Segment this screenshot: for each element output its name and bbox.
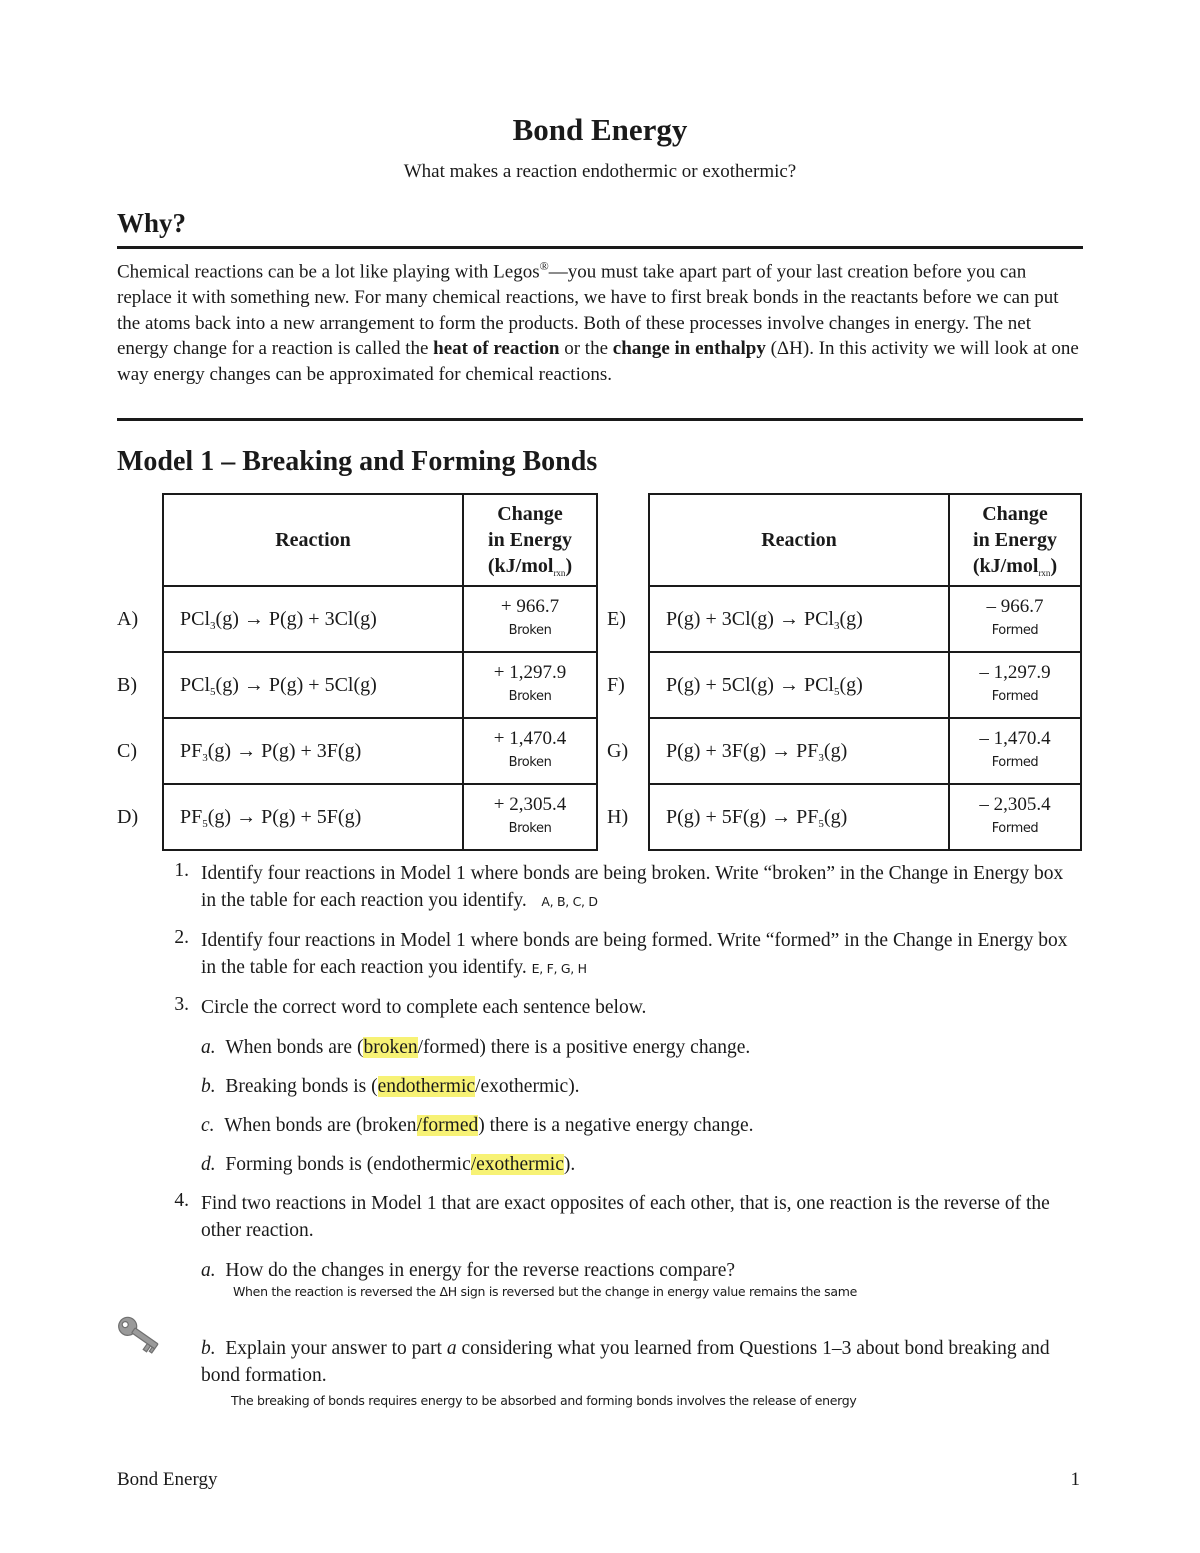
question-3-number: 3.	[174, 994, 189, 1015]
page-title: Bond Energy	[512, 112, 688, 147]
circled-answer: broken	[363, 1037, 418, 1058]
table-row	[607, 718, 1081, 784]
question-4b: b. Explain your answer to part a considering what you learned from Questions 1–3 about bond breaking and bond formation.	[201, 1338, 1050, 1386]
footer-title: Bond Energy	[117, 1469, 218, 1490]
header-reaction: Reaction	[649, 494, 949, 586]
page-number: 1	[1070, 1469, 1080, 1490]
question-4-number: 4.	[174, 1190, 189, 1211]
reaction-equation: $P(g) + 5F(g) \to PF_5(g)$	[649, 784, 949, 850]
handwritten-note: Formed	[991, 623, 1039, 638]
row-label: E)	[607, 607, 626, 630]
reaction-equation: $PF_5(g) \to P(g) + 5F(g)$	[163, 784, 463, 850]
circled-answer: endothermic	[377, 1076, 476, 1097]
energy-value: – 1,297.9 Formed	[949, 652, 1081, 718]
divider-bottom	[117, 418, 1083, 421]
handwritten-note: Broken	[508, 755, 552, 770]
page-subtitle: What makes a reaction endothermic or exothermic?	[403, 161, 797, 182]
question-3: Circle the correct word to complete each sentence below.	[201, 997, 647, 1018]
handwritten-note: Formed	[991, 821, 1039, 836]
row-label: D)	[117, 805, 139, 828]
question-3a: a. When bonds are (broken/formed) there is a positive energy change.	[201, 1037, 751, 1058]
reaction-equation: PCl$_3$(g) → P(g) + 3Cl(g)	[163, 586, 463, 652]
key-icon	[112, 1312, 164, 1360]
row-label: A)	[117, 607, 139, 630]
table-row	[607, 652, 1081, 718]
question-4a: a. How do the changes in energy for the reverse reactions compare?	[201, 1260, 736, 1281]
why-paragraph: Chemical reactions can be a lot like playing with Legos®—you must take apart part of your last creation before you can replace it with something new. For many chemical reactions, we have to first break bonds in the reactants before we can put the atoms back into a new arrangement to form the products. Both of these processes involve changes in energy. The net energy change for a reaction is called the heat of reaction or the change in enthalpy (ΔH). In this activity we will look at one way energy changes can be approximated for chemical reactions.	[117, 259, 1079, 385]
row-label: F)	[607, 673, 625, 696]
answer-2: E, F, G, H	[531, 961, 587, 976]
handwritten-note: Broken	[508, 689, 552, 704]
header-reaction: Reaction	[163, 494, 463, 586]
handwritten-note: Broken	[508, 623, 552, 638]
table-row	[117, 784, 597, 850]
energy-value: – 966.7 Formed	[949, 586, 1081, 652]
reaction-equation: $PF_3(g) \to P(g) + 3F(g)$	[163, 718, 463, 784]
energy-value: + 966.7 Broken	[463, 586, 597, 652]
row-label: H)	[607, 805, 629, 828]
question-2-number: 2.	[174, 927, 189, 948]
divider-top	[117, 246, 1083, 249]
table-row	[117, 718, 597, 784]
question-1-number: 1.	[174, 860, 189, 881]
circled-answer: formed	[421, 1115, 479, 1136]
header-change-energy: Change in Energy (kJ/mol$_{rxn}$)	[949, 494, 1081, 586]
reaction-equation: $P(g) + 3F(g) \to PF_3(g)$	[649, 718, 949, 784]
header-change-energy: Change in Energy (kJ/mol$_{rxn}$)	[463, 494, 597, 586]
why-heading: Why?	[117, 208, 187, 238]
table-row	[607, 784, 1081, 850]
answer-4a: When the reaction is reversed the ΔH sign is reversed but the change in energy value remains the same	[233, 1284, 857, 1299]
handwritten-note: Formed	[991, 689, 1039, 704]
reaction-equation: PCl$_5$(g) → P(g) + 5Cl(g)	[163, 652, 463, 718]
question-1: Identify four reactions in Model 1 where bonds are being broken. Write “broken” in the Change in Energy box in the table for each reaction you identify. A, B, C, D	[201, 863, 1064, 911]
energy-value: – 2,305.4 Formed	[949, 784, 1081, 850]
energy-value: + 1,470.4 Broken	[463, 718, 597, 784]
question-2: Identify four reactions in Model 1 where bonds are being formed. Write “formed” in the Change in Energy box in the table for each reaction you identify. E, F, G, H	[201, 930, 1068, 978]
handwritten-note: Broken	[508, 821, 552, 836]
row-label: B)	[117, 673, 137, 696]
question-3c: c. When bonds are (broken/formed) there is a negative energy change.	[201, 1115, 754, 1136]
reaction-equation: P(g) + 5Cl(g) → PCl$_5$(g)	[649, 652, 949, 718]
answer-1: A, B, C, D	[541, 894, 598, 909]
row-label: C)	[117, 739, 137, 762]
table-row	[117, 586, 597, 652]
question-3d: d. Forming bonds is (endothermic/exothermic).	[201, 1154, 576, 1175]
energy-value: + 1,297.9 Broken	[463, 652, 597, 718]
answer-4b: The breaking of bonds requires energy to be absorbed and forming bonds involves the release of energy	[231, 1393, 857, 1408]
table-row	[607, 586, 1081, 652]
circled-answer: exothermic	[476, 1154, 564, 1175]
question-3b: b. Breaking bonds is (endothermic/exothermic).	[201, 1076, 580, 1097]
handwritten-note: Formed	[991, 755, 1039, 770]
model-heading: Model 1 – Breaking and Forming Bonds	[117, 446, 598, 477]
energy-value: + 2,305.4 Broken	[463, 784, 597, 850]
row-label: G)	[607, 739, 629, 762]
model-table-left	[117, 493, 598, 851]
model-table-right	[607, 493, 1082, 851]
question-4: Find two reactions in Model 1 that are exact opposites of each other, that is, one reaction is the reverse of the other reaction.	[201, 1193, 1050, 1241]
reaction-equation: P(g) + 3Cl(g) → PCl$_3$(g)	[649, 586, 949, 652]
energy-value: – 1,470.4 Formed	[949, 718, 1081, 784]
table-row	[117, 652, 597, 718]
